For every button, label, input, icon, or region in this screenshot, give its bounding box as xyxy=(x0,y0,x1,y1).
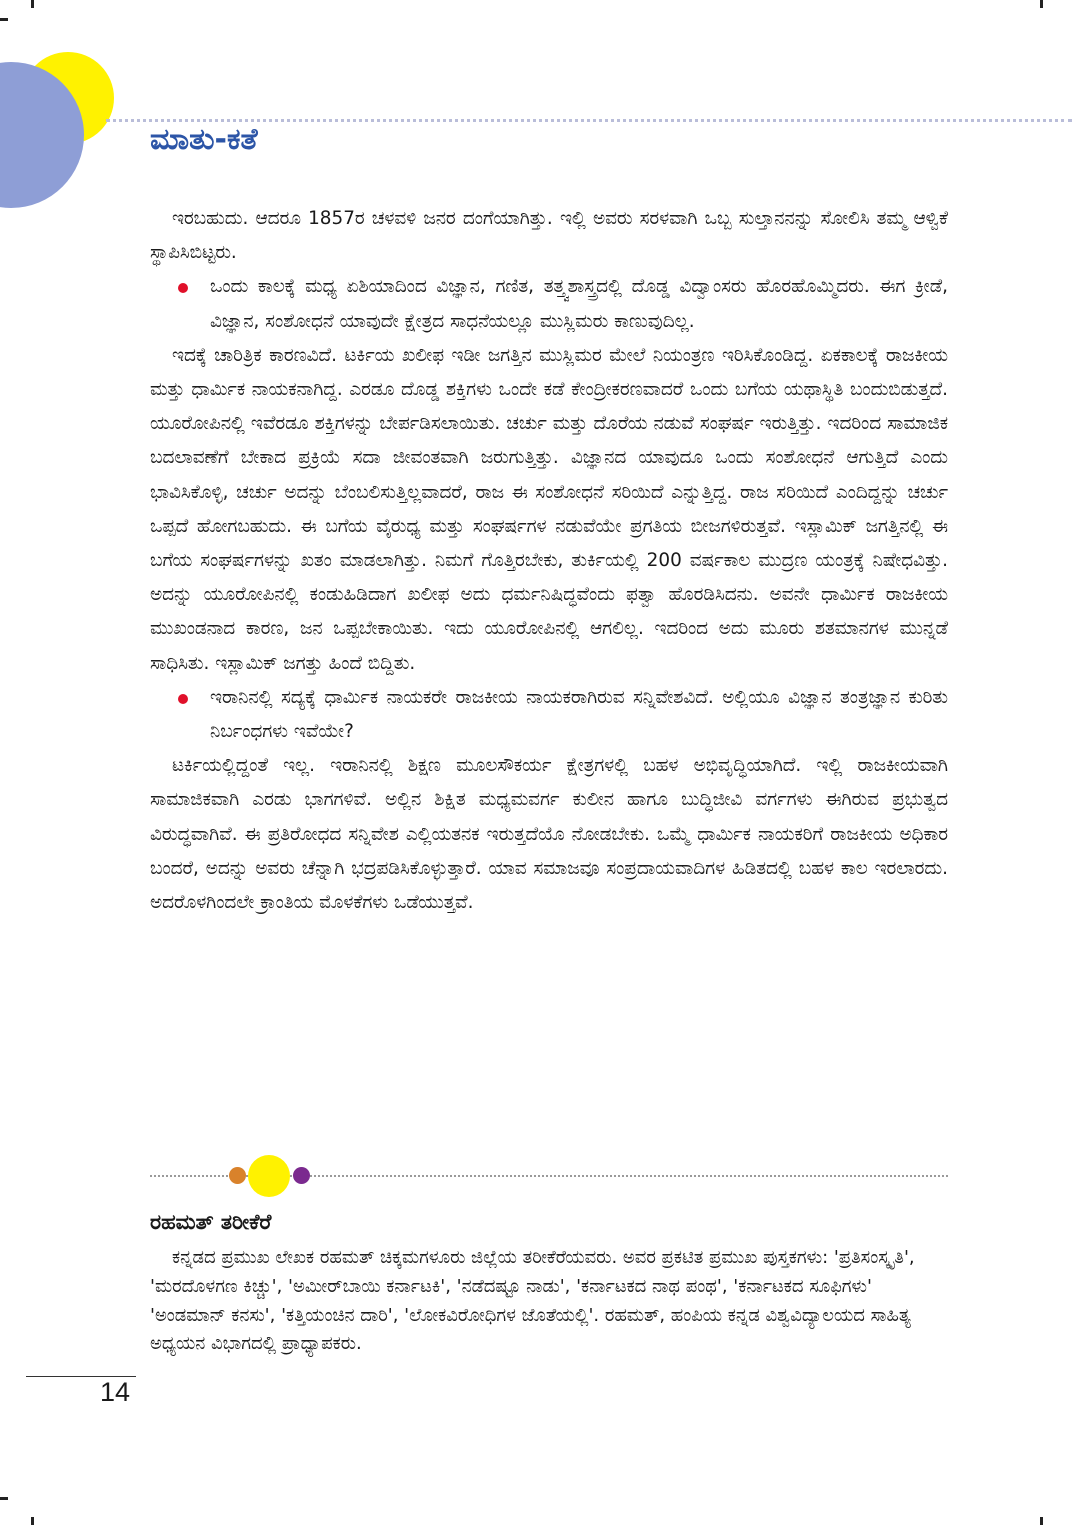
divider-purple-dot xyxy=(293,1167,310,1184)
answer-paragraph: ಇದಕ್ಕೆ ಚಾರಿತ್ರಿಕ ಕಾರಣವಿದೆ. ಟರ್ಕಿಯ ಖಲೀಫ ಇಡೀ ಜಗತ್ತಿನ ಮುಸ್ಲಿಮರ ಮೇಲೆ ನಿಯಂತ್ರಣ ಇರಿಸಿಕೊಂಡಿದ್ದ. ಏಕಕಾಲಕ್ಕೆ ರಾಜಕೀಯ ಮತ್ತು ಧಾರ್ಮಿಕ ನಾಯಕನಾಗಿದ್ದ. ಎರಡೂ ದೊಡ್ಡ ಶಕ್ತಿಗಳು ಒಂದೇ ಕಡೆ ಕೇಂದ್ರೀಕರಣವಾದರೆ ಒಂದು ಬಗೆಯ ಯಥಾಸ್ಥಿತಿ ಬಂದುಬಿಡುತ್ತದೆ. ಯೂರೋಪಿನಲ್ಲಿ ಇವೆರಡೂ ಶಕ್ತಿಗಳನ್ನು ಬೇರ್ಪಡಿಸಲಾಯಿತು. ಚರ್ಚು ಮತ್ತು ದೊರೆಯ ನಡುವೆ ಸಂಘರ್ಷ ಇರುತ್ತಿತ್ತು. ಇದರಿಂದ ಸಾಮಾಜಿಕ ಬದಲಾವಣೆಗೆ ಬೇಕಾದ ಪ್ರಕ್ರಿಯೆ ಸದಾ ಜೀವಂತವಾಗಿ ಜರುಗುತ್ತಿತ್ತು. ವಿಜ್ಞಾನದ ಯಾವುದೂ ಒಂದು ಸಂಶೋಧನೆ ಆಗುತ್ತಿದೆ ಎಂದು ಭಾವಿಸಿಕೊಳ್ಳಿ, ಚರ್ಚು ಅದನ್ನು ಬೆಂಬಲಿಸುತ್ತಿಲ್ಲವಾದರೆ, ರಾಜ ಈ ಸಂಶೋಧನೆ ಸರಿಯಿದೆ ಎನ್ನುತ್ತಿದ್ದ. ರಾಜ ಸರಿಯಿದೆ ಎಂದಿದ್ದನ್ನು ಚರ್ಚು ಒಪ್ಪದೆ ಹೋಗಬಹುದು. ಈ ಬಗೆಯ ವೈರುಧ್ಯ ಮತ್ತು ಸಂಘರ್ಷಗಳ ನಡುವೆಯೇ ಪ್ರಗತಿಯ ಬೀಜಗಳಿರುತ್ತವೆ. ಇಸ್ಲಾಮಿಕ್ ಜಗತ್ತಿನಲ್ಲಿ ಈ ಬಗೆಯ ಸಂಘರ್ಷಗಳನ್ನು ಖತಂ ಮಾಡಲಾಗಿತ್ತು. ನಿಮಗೆ ಗೊತ್ತಿರಬೇಕು, ತುರ್ಕಿಯಲ್ಲಿ 200 ವರ್ಷಕಾಲ ಮುದ್ರಣ ಯಂತ್ರಕ್ಕೆ ನಿಷೇಧವಿತ್ತು. ಅದನ್ನು ಯೂರೋಪಿನಲ್ಲಿ ಕಂಡುಹಿಡಿದಾಗ ಖಲೀಫ ಅದು ಧರ್ಮನಿಷಿದ್ಧವೆಂದು ಫತ್ವಾ ಹೊರಡಿಸಿದನು. ಅವನೇ ಧಾರ್ಮಿಕ ರಾಜಕೀಯ ಮುಖಂಡನಾದ ಕಾರಣ, ಜನ ಒಪ್ಪಬೇಕಾಯಿತು. ಇದು ಯೂರೋಪಿನಲ್ಲಿ ಆಗಲಿಲ್ಲ. ಇದರಿಂದ ಅದು ಮೂರು ಶತಮಾನಗಳ ಮುನ್ನಡೆ ಸಾಧಿಸಿತು. ಇಸ್ಲಾಮಿಕ್ ಜಗತ್ತು ಹಿಂದೆ ಬಿದ್ದಿತು. xyxy=(150,344,948,674)
crop-mark xyxy=(0,1497,8,1500)
crop-mark xyxy=(1040,1517,1043,1525)
author-name: ರಹಮತ್ ತರೀಕೆರೆ xyxy=(150,1210,272,1234)
bullet-dot-icon xyxy=(178,694,188,704)
divider-yellow-dot xyxy=(248,1155,290,1197)
crop-mark xyxy=(0,18,8,21)
crop-mark xyxy=(1040,0,1043,8)
question-bullet xyxy=(150,270,948,338)
answer-paragraph: ಟರ್ಕಿಯಲ್ಲಿದ್ದಂತೆ ಇಲ್ಲ. ಇರಾನಿನಲ್ಲಿ ಶಿಕ್ಷಣ ಮೂಲಸೌಕರ್ಯ ಕ್ಷೇತ್ರಗಳಲ್ಲಿ ಬಹಳ ಅಭಿವೃದ್ಧಿಯಾಗಿದೆ. ಇಲ್ಲಿ ರಾಜಕೀಯವಾಗಿ ಸಾಮಾಜಿಕವಾಗಿ ಎರಡು ಭಾಗಗಳಿವೆ. ಅಲ್ಲಿನ ಶಿಕ್ಷಿತ ಮಧ್ಯಮವರ್ಗ ಕುಲೀನ ಹಾಗೂ ಬುದ್ಧಿಜೀವಿ ವರ್ಗಗಳು ಈಗಿರುವ ಪ್ರಭುತ್ವದ ವಿರುದ್ಧವಾಗಿವೆ. ಈ ಪ್ರತಿರೋಧದ ಸನ್ನಿವೇಶ ಎಲ್ಲಿಯತನಕ ಇರುತ್ತದೆಯೊ ನೋಡಬೇಕು. ಒಮ್ಮೆ ಧಾರ್ಮಿಕ ನಾಯಕರಿಗೆ ರಾಜಕೀಯ ಅಧಿಕಾರ ಬಂದರೆ, ಅದನ್ನು ಅವರು ಚೆನ್ನಾಗಿ ಭದ್ರಪಡಿಸಿಕೊಳ್ಳುತ್ತಾರೆ. ಯಾವ ಸಮಾಜವೂ ಸಂಪ್ರದಾಯವಾದಿಗಳ ಹಿಡಿತದಲ್ಲಿ ಬಹಳ ಕಾಲ ಇರಲಾರದು. ಅದರೊಳಗಿಂದಲೇ ಕ್ರಾಂತಿಯ ಮೊಳಕೆಗಳು ಒಡೆಯುತ್ತವೆ. xyxy=(150,755,948,914)
question-text: ಇರಾನಿನಲ್ಲಿ ಸದ್ಯಕ್ಕೆ ಧಾರ್ಮಿಕ ನಾಯಕರೇ ರಾಜಕೀಯ ನಾಯಕರಾಗಿರುವ ಸನ್ನಿವೇಶವಿದೆ. ಅಲ್ಲಿಯೂ ವಿಜ್ಞಾನ ತಂತ್ರಜ್ಞಾನ ಕುರಿತು ನಿರ್ಬಂಧಗಳು ಇವೆಯೇ? xyxy=(210,686,948,743)
bullet-dot-icon xyxy=(178,283,188,293)
page-number: 14 xyxy=(100,1377,131,1407)
divider-orange-dot xyxy=(229,1167,246,1184)
author-bio-text: ಕನ್ನಡದ ಪ್ರಮುಖ ಲೇಖಕ ರಹಮತ್ ಚಿಕ್ಕಮಗಳೂರು ಜಿಲ್ಲೆಯ ತರೀಕೆರೆಯವರು. ಅವರ ಪ್ರಕಟಿತ ಪ್ರಮುಖ ಪುಸ್ತಕಗಳು: 'ಪ್ರತಿಸಂಸ್ಕೃತಿ', 'ಮರದೊಳಗಣ ಕಿಚ್ಚು', 'ಅಮೀರ್‌ಬಾಯಿ ಕರ್ನಾಟಕಿ', 'ನಡೆದಷ್ಟೂ ನಾಡು', 'ಕರ್ನಾಟಕದ ನಾಥ ಪಂಥ', 'ಕರ್ನಾಟಕದ ಸೂಫಿಗಳು' 'ಅಂಡಮಾನ್ ಕನಸು', 'ಕತ್ತಿಯಂಚಿನ ದಾರಿ', 'ಲೋಕವಿರೋಧಿಗಳ ಜೊತೆಯಲ್ಲಿ'. ರಹಮತ್, ಹಂಪಿಯ ಕನ್ನಡ ವಿಶ್ವವಿದ್ಯಾಲಯದ ಸಾಹಿತ್ಯ ಅಧ್ಯಯನ ವಿಭಾಗದಲ್ಲಿ ಪ್ರಾಧ್ಯಾಪಕರು. xyxy=(150,1247,915,1355)
author-bio xyxy=(150,1244,940,1359)
question-text: ಒಂದು ಕಾಲಕ್ಕೆ ಮಧ್ಯ ಏಶಿಯಾದಿಂದ ವಿಜ್ಞಾನ, ಗಣಿತ, ತತ್ತ್ವಶಾಸ್ತ್ರದಲ್ಲಿ ದೊಡ್ಡ ವಿದ್ವಾಂಸರು ಹೊರಹೊಮ್ಮಿದರು. ಈಗ ಕ್ರೀಡೆ, ವಿಜ್ಞಾನ, ಸಂಶೋಧನೆ ಯಾವುದೇ ಕ್ಷೇತ್ರದ ಸಾಧನೆಯಲ್ಲೂ ಮುಸ್ಲಿಮರು ಕಾಣುವುದಿಲ್ಲ. xyxy=(210,276,948,332)
answer-paragraph: ಇರಬಹುದು. ಆದರೂ 1857ರ ಚಳವಳಿ ಜನರ ದಂಗೆಯಾಗಿತ್ತು. ಇಲ್ಲಿ ಅವರು ಸರಳವಾಗಿ ಒಬ್ಬ ಸುಲ್ತಾನನನ್ನು ಸೋಲಿಸಿ ತಮ್ಮ ಆಳ್ವಿಕೆ ಸ್ಥಾಪಿಸಿಬಿಟ್ಟರು. xyxy=(150,208,948,264)
article-body xyxy=(150,202,948,920)
crop-mark xyxy=(31,0,34,8)
crop-mark xyxy=(31,1517,34,1525)
question-bullet xyxy=(150,681,948,749)
section-title: ಮಾತು-ಕತೆ xyxy=(150,122,258,157)
